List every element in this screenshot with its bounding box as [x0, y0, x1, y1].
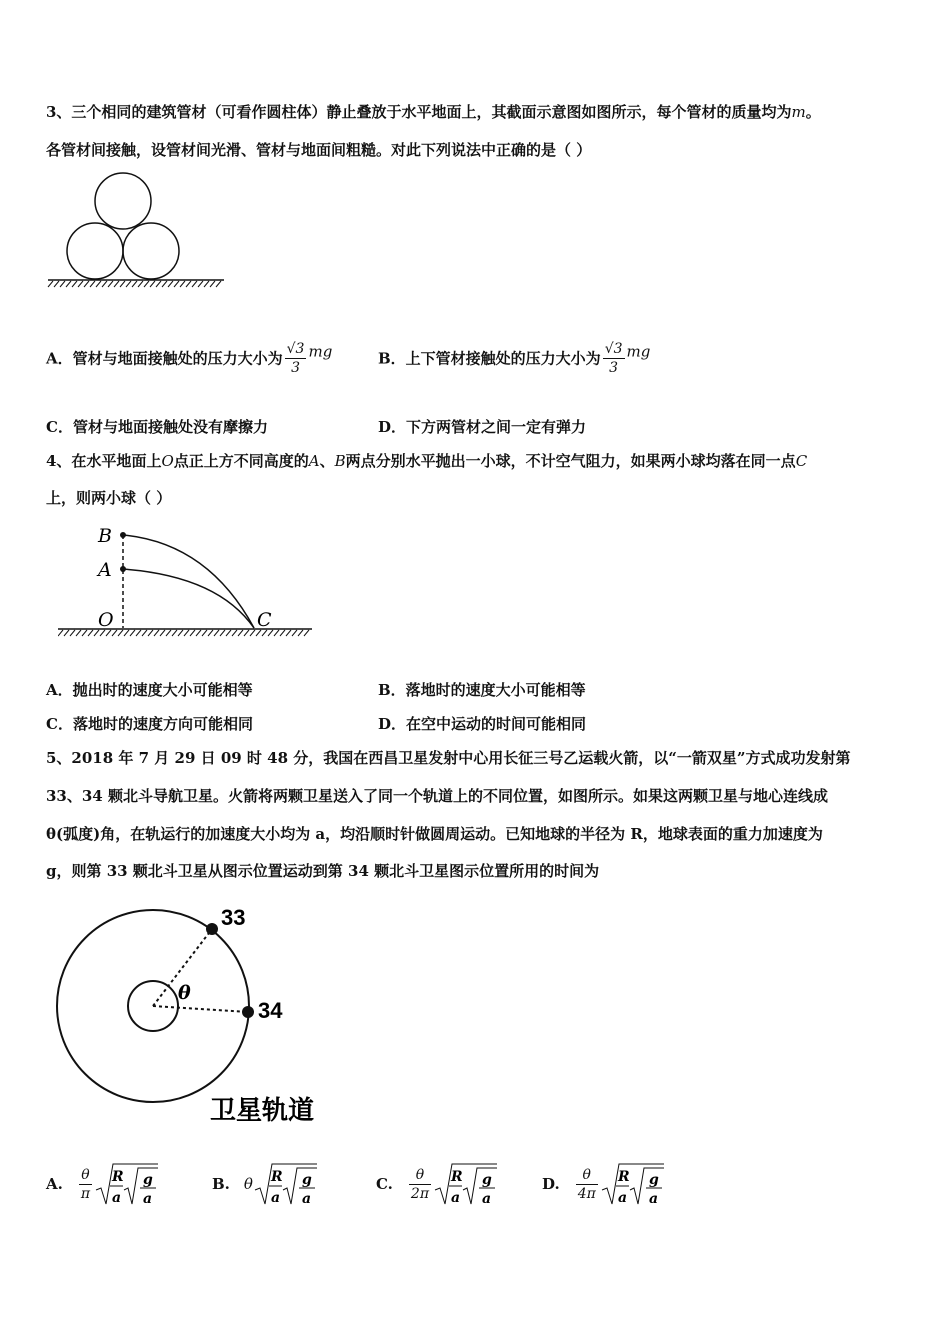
q4-option-b[interactable]: B．落地时的速度大小可能相等 [378, 681, 586, 699]
q3-option-c[interactable]: C．管材与地面接触处没有摩擦力 [46, 418, 268, 436]
label-o: O [98, 609, 114, 631]
top-pipe [95, 173, 151, 229]
q4-option-c[interactable]: C．落地时的速度方向可能相同 [46, 715, 253, 733]
q4-option-d[interactable]: D．在空中运动的时间可能相同 [378, 715, 587, 733]
svg-text:g: g [648, 1172, 659, 1188]
q3-pipes-figure [44, 170, 234, 295]
q3-option-b[interactable]: B．上下管材接触处的压力大小为 $\frac{√3}{3}$ mg [378, 341, 651, 376]
q4-stem-line1: 4、在水平地面上O点正上方不同高度的A、B两点分别水平抛出一小球，不计空气阻力，如果两小球均落在同一点C [46, 452, 808, 470]
svg-text:R: R [617, 1169, 630, 1185]
q3-stem-line1: 3、三个相同的建筑管材（可看作圆柱体）静止叠放于水平地面上，其截面示意图如图所示，每个管材的质量均为m。 [46, 103, 821, 121]
svg-text:a: a [301, 1191, 312, 1207]
label-34: 34 [258, 998, 283, 1023]
q4-option-a[interactable]: A．抛出时的速度大小可能相等 [46, 681, 253, 699]
point-b [120, 532, 126, 538]
q3-stem-line2: 各管材间接触，设管材间光滑、管材与地面间粗糙。对此下列说法中正确的是（ ） [46, 141, 592, 159]
q5-option-d[interactable]: D. $\frac{\theta}{4\pi}$ R a g a [542, 1158, 666, 1210]
svg-text:a: a [451, 1190, 461, 1206]
svg-text:a: a [112, 1190, 122, 1206]
satellite-33 [206, 923, 218, 935]
q5-orbit-figure [50, 900, 340, 1135]
svg-text:a: a [482, 1191, 492, 1207]
svg-text:g: g [301, 1172, 312, 1188]
label-a: A [98, 559, 112, 581]
q5-stem-line1: 5、2018 年 7 月 29 日 09 时 48 分，我国在西昌卫星发射中心用长征三号乙运载火箭，以“一箭双星”方式成功发射第 [46, 749, 851, 767]
q5-stem-line3: θ(弧度)角，在轨运行的加速度大小均为 a，均沿顺时针做圆周运动。已知地球的半径为 R，地球表面的重力加速度为 [46, 825, 823, 843]
q5-option-a[interactable]: A. $\frac{\theta}{\pi}$ R a g a [46, 1158, 160, 1210]
label-b: B [98, 525, 112, 547]
radical-expression [600, 1158, 666, 1210]
q4-projectile-figure [58, 518, 318, 648]
svg-text:a: a [270, 1190, 281, 1206]
radical-expression [94, 1158, 160, 1210]
bottom-left-pipe [67, 223, 123, 279]
q3-option-a[interactable]: A．管材与地面接触处的压力大小为 $\frac{√3}{3}$ mg [46, 341, 333, 376]
q5-option-c[interactable]: C. $\frac{\theta}{2\pi}$ R a g a [376, 1158, 499, 1210]
svg-text:g: g [143, 1172, 153, 1188]
q4-stem-line2: 上，则两小球（ ） [46, 489, 172, 507]
svg-text:a: a [648, 1191, 658, 1207]
label-c: C [257, 609, 272, 631]
q5-stem-line2: 33、34 颗北斗导航卫星。火箭将两颗卫星送入了同一个轨道上的不同位置，如图所示。如果这两颗卫星与地心连线成 [46, 787, 828, 805]
bottom-right-pipe [123, 223, 179, 279]
svg-text:a: a [617, 1190, 627, 1206]
radical-expression [253, 1158, 319, 1210]
q5-option-b[interactable]: B. θ R a g a [212, 1158, 319, 1210]
orbit-caption: 卫星轨道 [210, 1096, 315, 1126]
q3-option-d[interactable]: D．下方两管材之间一定有弹力 [378, 418, 587, 436]
svg-text:a: a [143, 1191, 153, 1207]
label-33: 33 [221, 905, 246, 930]
satellite-34 [242, 1006, 254, 1018]
radical-expression [433, 1158, 499, 1210]
svg-text:R: R [112, 1169, 124, 1185]
svg-text:R: R [270, 1169, 283, 1185]
svg-text:R: R [451, 1169, 463, 1185]
point-a [120, 566, 126, 572]
label-theta: θ [178, 982, 191, 1004]
svg-text:g: g [482, 1172, 492, 1188]
ground-hatch [48, 281, 221, 287]
q5-stem-line4: g，则第 33 颗北斗卫星从图示位置运动到第 34 颗北斗卫星图示位置所用的时间为 [46, 862, 600, 880]
radius-34 [153, 1006, 248, 1012]
